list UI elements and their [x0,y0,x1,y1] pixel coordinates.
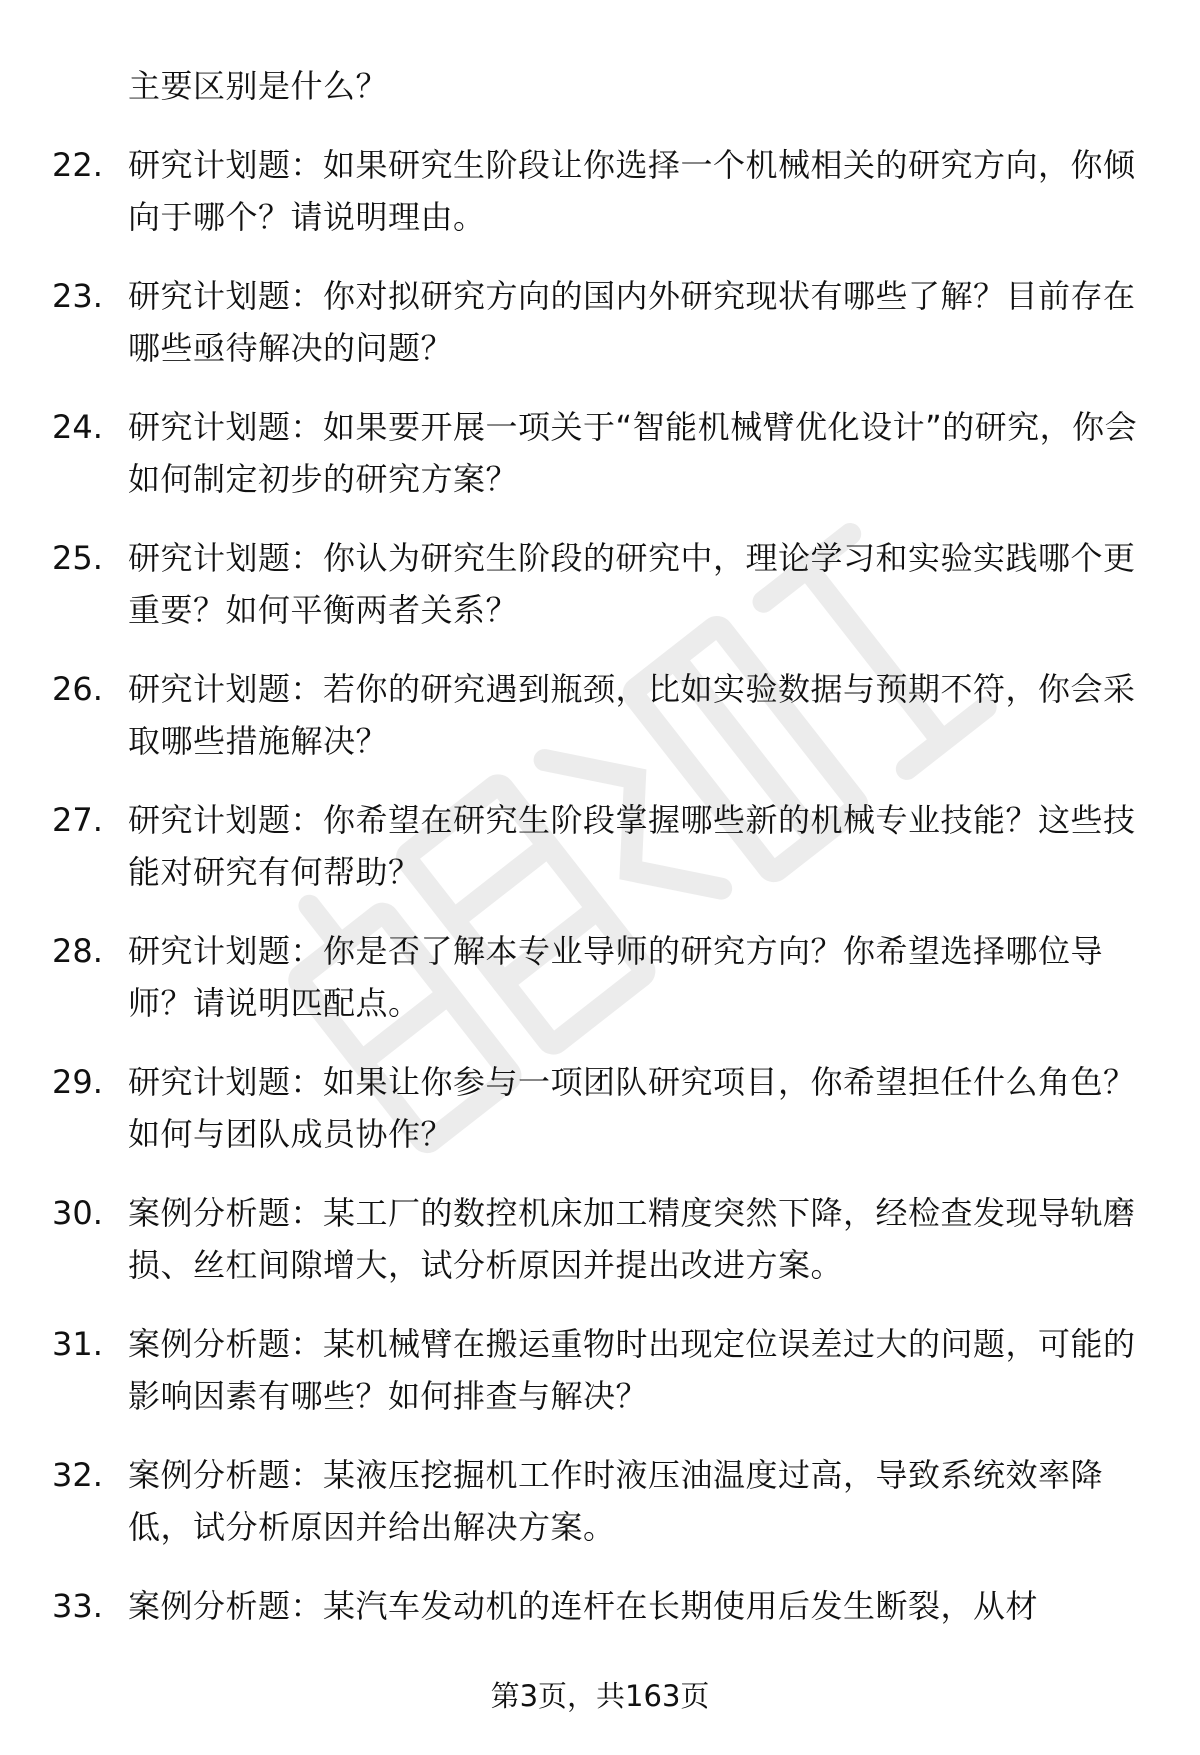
continuation-text: 主要区别是什么？ [128,67,389,105]
question-number: 24. [52,408,103,446]
question-list [0,139,1200,1711]
question-text: 研究计划题：你希望在研究生阶段掌握哪些新的机械专业技能？这些技能对研究有何帮助？ [128,801,1136,891]
question-item [0,1318,1200,1449]
question-item [0,1056,1200,1187]
question-number: 27. [52,801,103,839]
question-text: 研究计划题：你对拟研究方向的国内外研究现状有哪些了解？目前存在哪些亟待解决的问题？ [128,277,1136,367]
question-item [0,663,1200,794]
question-text: 案例分析题：某工厂的数控机床加工精度突然下降，经检查发现导轨磨损、丝杠间隙增大，试分析原因并提出改进方案。 [128,1194,1136,1284]
question-number: 31. [52,1325,103,1363]
question-number: 25. [52,539,103,577]
question-item [0,532,1200,663]
question-text: 研究计划题：你是否了解本专业导师的研究方向？你希望选择哪位导师？请说明匹配点。 [128,932,1104,1022]
question-number: 26. [52,670,103,708]
question-item [0,139,1200,270]
question-text: 研究计划题：如果让你参与一项团队研究项目，你希望担任什么角色？如何与团队成员协作？ [128,1063,1136,1153]
question-number: 33. [52,1587,103,1625]
question-text: 研究计划题：如果要开展一项关于“智能机械臂优化设计”的研究，你会如何制定初步的研究方案？ [128,408,1138,498]
question-number: 29. [52,1063,103,1101]
question-text: 案例分析题：某机械臂在搬运重物时出现定位误差过大的问题，可能的影响因素有哪些？如何排查与解决？ [128,1325,1136,1415]
question-item [0,794,1200,925]
question-text: 研究计划题：你认为研究生阶段的研究中，理论学习和实验实践哪个更重要？如何平衡两者关系？ [128,539,1136,629]
page-number-footer: 第3页，共163页 [490,1679,710,1713]
question-item [0,1187,1200,1318]
question-number: 23. [52,277,103,315]
question-item [0,270,1200,401]
question-item [0,1449,1200,1580]
question-number: 30. [52,1194,103,1232]
question-item [0,925,1200,1056]
question-number: 32. [52,1456,103,1494]
question-text: 研究计划题：如果研究生阶段让你选择一个机械相关的研究方向，你倾向于哪个？请说明理由。 [128,146,1136,236]
question-number: 28. [52,932,103,970]
question-number: 22. [52,146,103,184]
question-text: 案例分析题：某汽车发动机的连杆在长期使用后发生断裂，从材 [128,1587,1039,1625]
question-text: 案例分析题：某液压挖掘机工作时液压油温度过高，导致系统效率降低，试分析原因并给出解决方案。 [128,1456,1104,1546]
question-item [0,401,1200,532]
question-text: 研究计划题：若你的研究遇到瓶颈，比如实验数据与预期不符，你会采取哪些措施解决？ [128,670,1136,760]
